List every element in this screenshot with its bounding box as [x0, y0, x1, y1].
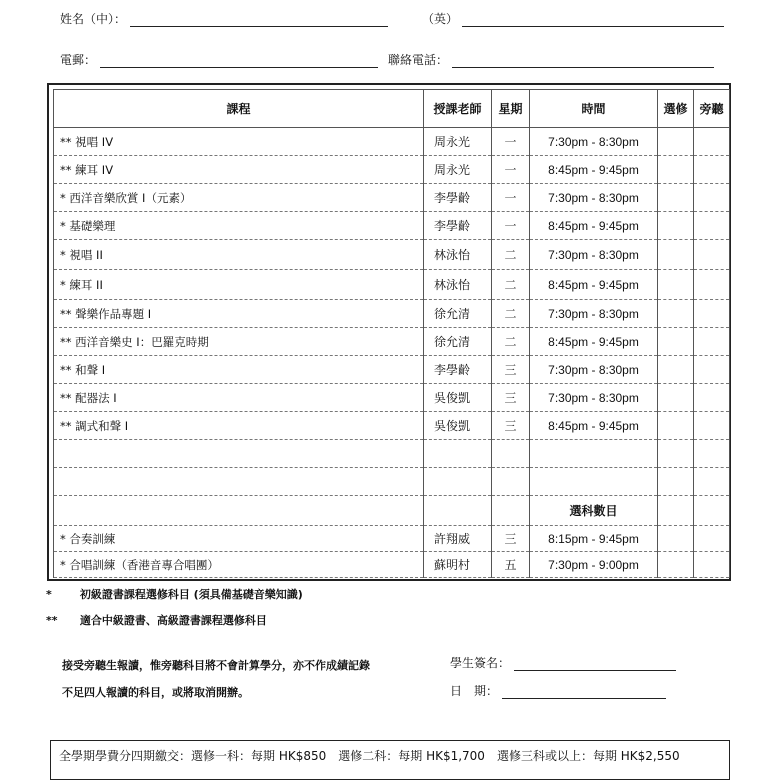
chinese-name-field[interactable] — [130, 12, 388, 27]
elective-checkbox-cell[interactable] — [658, 526, 694, 552]
course-teacher: 徐允清 — [424, 300, 492, 328]
audit-checkbox-cell[interactable] — [694, 212, 730, 240]
audit-notice: 接受旁聽生報讀，惟旁聽科目將不會計算學分，亦不作成績記錄 — [62, 659, 370, 672]
phone-row — [388, 51, 714, 68]
course-name: * 西洋音樂欣賞 I（元素） — [54, 184, 424, 212]
course-time: 7:30pm - 8:30pm — [530, 356, 658, 384]
course-day: 二 — [492, 270, 530, 300]
table-row — [54, 300, 730, 328]
table-row — [54, 212, 730, 240]
audit-checkbox-cell[interactable] — [694, 526, 730, 552]
course-teacher: 周永光 — [424, 156, 492, 184]
header-audit: 旁聽 — [694, 90, 730, 128]
footnote-intermediate — [46, 612, 267, 628]
course-day: 三 — [492, 356, 530, 384]
header-day: 星期 — [492, 90, 530, 128]
table-row — [54, 184, 730, 212]
course-teacher: 許翔威 — [424, 526, 492, 552]
tally-row — [54, 496, 730, 526]
footnote-mark: * — [46, 588, 52, 601]
course-teacher: 徐允清 — [424, 328, 492, 356]
course-name: ** 聲樂作品專題 I — [54, 300, 424, 328]
course-teacher: 李學齡 — [424, 212, 492, 240]
course-name: ** 調式和聲 I — [54, 412, 424, 440]
header-course: 課程 — [54, 90, 424, 128]
course-table — [53, 89, 730, 578]
course-teacher: 吳俊凱 — [424, 412, 492, 440]
audit-checkbox-cell[interactable] — [694, 128, 730, 156]
course-name: ** 配器法 I — [54, 384, 424, 412]
course-teacher: 吳俊凱 — [424, 384, 492, 412]
elective-checkbox-cell[interactable] — [658, 412, 694, 440]
selected-count-label: 選科數目 — [530, 496, 658, 526]
footnote-beginner — [46, 586, 303, 602]
header-time: 時間 — [530, 90, 658, 128]
course-time: 8:45pm - 9:45pm — [530, 270, 658, 300]
course-time: 8:45pm - 9:45pm — [530, 212, 658, 240]
footnote-text: 適合中級證書、高級證書課程選修科目 — [79, 614, 267, 627]
elective-checkbox-cell[interactable] — [658, 328, 694, 356]
course-name: * 合奏訓練 — [54, 526, 424, 552]
audit-checkbox-cell[interactable] — [694, 184, 730, 212]
table-row — [54, 328, 730, 356]
email-field[interactable] — [100, 53, 378, 68]
elective-checkbox-cell[interactable] — [658, 384, 694, 412]
course-name: * 合唱訓練（香港音專合唱團） — [54, 552, 424, 578]
elective-checkbox-cell[interactable] — [658, 128, 694, 156]
footnote-mark: ** — [46, 614, 58, 627]
email-label: 電郵： — [60, 53, 97, 67]
chinese-name-row — [60, 10, 388, 27]
elective-checkbox-cell[interactable] — [658, 156, 694, 184]
course-name: ** 西洋音樂史 I：巴羅克時期 — [54, 328, 424, 356]
course-day: 一 — [492, 184, 530, 212]
table-row — [54, 240, 730, 270]
course-time: 8:45pm - 9:45pm — [530, 156, 658, 184]
table-row — [54, 156, 730, 184]
course-time: 8:45pm - 9:45pm — [530, 412, 658, 440]
phone-label: 聯絡電話： — [388, 53, 449, 67]
course-teacher: 李學齡 — [424, 356, 492, 384]
elective-checkbox-cell[interactable] — [658, 184, 694, 212]
english-name-label: （英） — [422, 12, 459, 26]
course-name: ** 視唱 IV — [54, 128, 424, 156]
student-signature-label: 學生簽名： — [450, 656, 511, 670]
course-name: * 基礎樂理 — [54, 212, 424, 240]
table-row — [54, 128, 730, 156]
blank-row — [54, 468, 730, 496]
course-time: 8:45pm - 9:45pm — [530, 328, 658, 356]
course-day: 二 — [492, 328, 530, 356]
course-name: * 練耳 II — [54, 270, 424, 300]
course-name: * 視唱 II — [54, 240, 424, 270]
course-day: 一 — [492, 156, 530, 184]
email-row — [60, 51, 378, 68]
date-label: 日 期： — [450, 684, 499, 698]
table-header-row — [54, 90, 730, 128]
audit-checkbox-cell[interactable] — [694, 156, 730, 184]
table-row — [54, 356, 730, 384]
course-time: 7:30pm - 8:30pm — [530, 128, 658, 156]
course-teacher: 周永光 — [424, 128, 492, 156]
phone-field[interactable] — [452, 53, 714, 68]
elective-checkbox-cell[interactable] — [658, 212, 694, 240]
blank-row — [54, 440, 730, 468]
course-teacher: 林泳怡 — [424, 240, 492, 270]
date-field[interactable] — [502, 684, 666, 699]
table-row — [54, 270, 730, 300]
date-row — [450, 682, 666, 699]
course-day: 三 — [492, 526, 530, 552]
audit-checkbox-cell[interactable] — [694, 300, 730, 328]
course-day: 二 — [492, 240, 530, 270]
course-name: ** 和聲 I — [54, 356, 424, 384]
course-day: 二 — [492, 300, 530, 328]
audit-checkbox-cell[interactable] — [694, 328, 730, 356]
elective-checkbox-cell[interactable] — [658, 356, 694, 384]
audit-checkbox-cell[interactable] — [694, 384, 730, 412]
table-row — [54, 384, 730, 412]
audit-checkbox-cell[interactable] — [694, 240, 730, 270]
course-time: 7:30pm - 8:30pm — [530, 240, 658, 270]
course-day: 三 — [492, 412, 530, 440]
elective-checkbox-cell[interactable] — [658, 300, 694, 328]
table-row — [54, 412, 730, 440]
course-day: 三 — [492, 384, 530, 412]
chinese-name-label: 姓名（中）： — [60, 12, 127, 26]
english-name-field[interactable] — [462, 12, 724, 27]
audit-checkbox-cell[interactable] — [694, 270, 730, 300]
course-teacher: 蘇明村 — [424, 552, 492, 578]
course-day: 一 — [492, 128, 530, 156]
course-time: 7:30pm - 8:30pm — [530, 184, 658, 212]
course-name: ** 練耳 IV — [54, 156, 424, 184]
fee-box — [50, 740, 730, 780]
audit-count-cell[interactable] — [694, 496, 730, 526]
elective-checkbox-cell[interactable] — [658, 240, 694, 270]
footnote-text: 初級證書課程選修科目 (須具備基礎音樂知識) — [79, 588, 303, 601]
student-signature-field[interactable] — [514, 656, 676, 671]
selected-count-cell[interactable] — [658, 496, 694, 526]
course-teacher: 李學齡 — [424, 184, 492, 212]
course-teacher: 林泳怡 — [424, 270, 492, 300]
table-row — [54, 552, 730, 578]
audit-checkbox-cell[interactable] — [694, 412, 730, 440]
course-time: 7:30pm - 8:30pm — [530, 384, 658, 412]
header-elective: 選修 — [658, 90, 694, 128]
course-time: 7:30pm - 9:00pm — [530, 552, 658, 578]
course-day: 一 — [492, 212, 530, 240]
fee-text: 全學期學費分四期繳交：選修一科：每期 HK$850 選修二科：每期 HK$1,700 選修三科或以上：每期 HK$2,550 — [59, 749, 680, 763]
table-row — [54, 526, 730, 552]
english-name-row — [422, 10, 724, 27]
header-teacher: 授課老師 — [424, 90, 492, 128]
course-day: 五 — [492, 552, 530, 578]
course-time: 8:15pm - 9:45pm — [530, 526, 658, 552]
course-table-frame — [47, 83, 731, 581]
course-time: 7:30pm - 8:30pm — [530, 300, 658, 328]
elective-checkbox-cell[interactable] — [658, 552, 694, 578]
student-signature-row — [450, 654, 676, 671]
audit-checkbox-cell[interactable] — [694, 356, 730, 384]
audit-checkbox-cell[interactable] — [694, 552, 730, 578]
cancel-notice: 不足四人報讀的科目，或將取消開辦。 — [62, 686, 249, 699]
elective-checkbox-cell[interactable] — [658, 270, 694, 300]
